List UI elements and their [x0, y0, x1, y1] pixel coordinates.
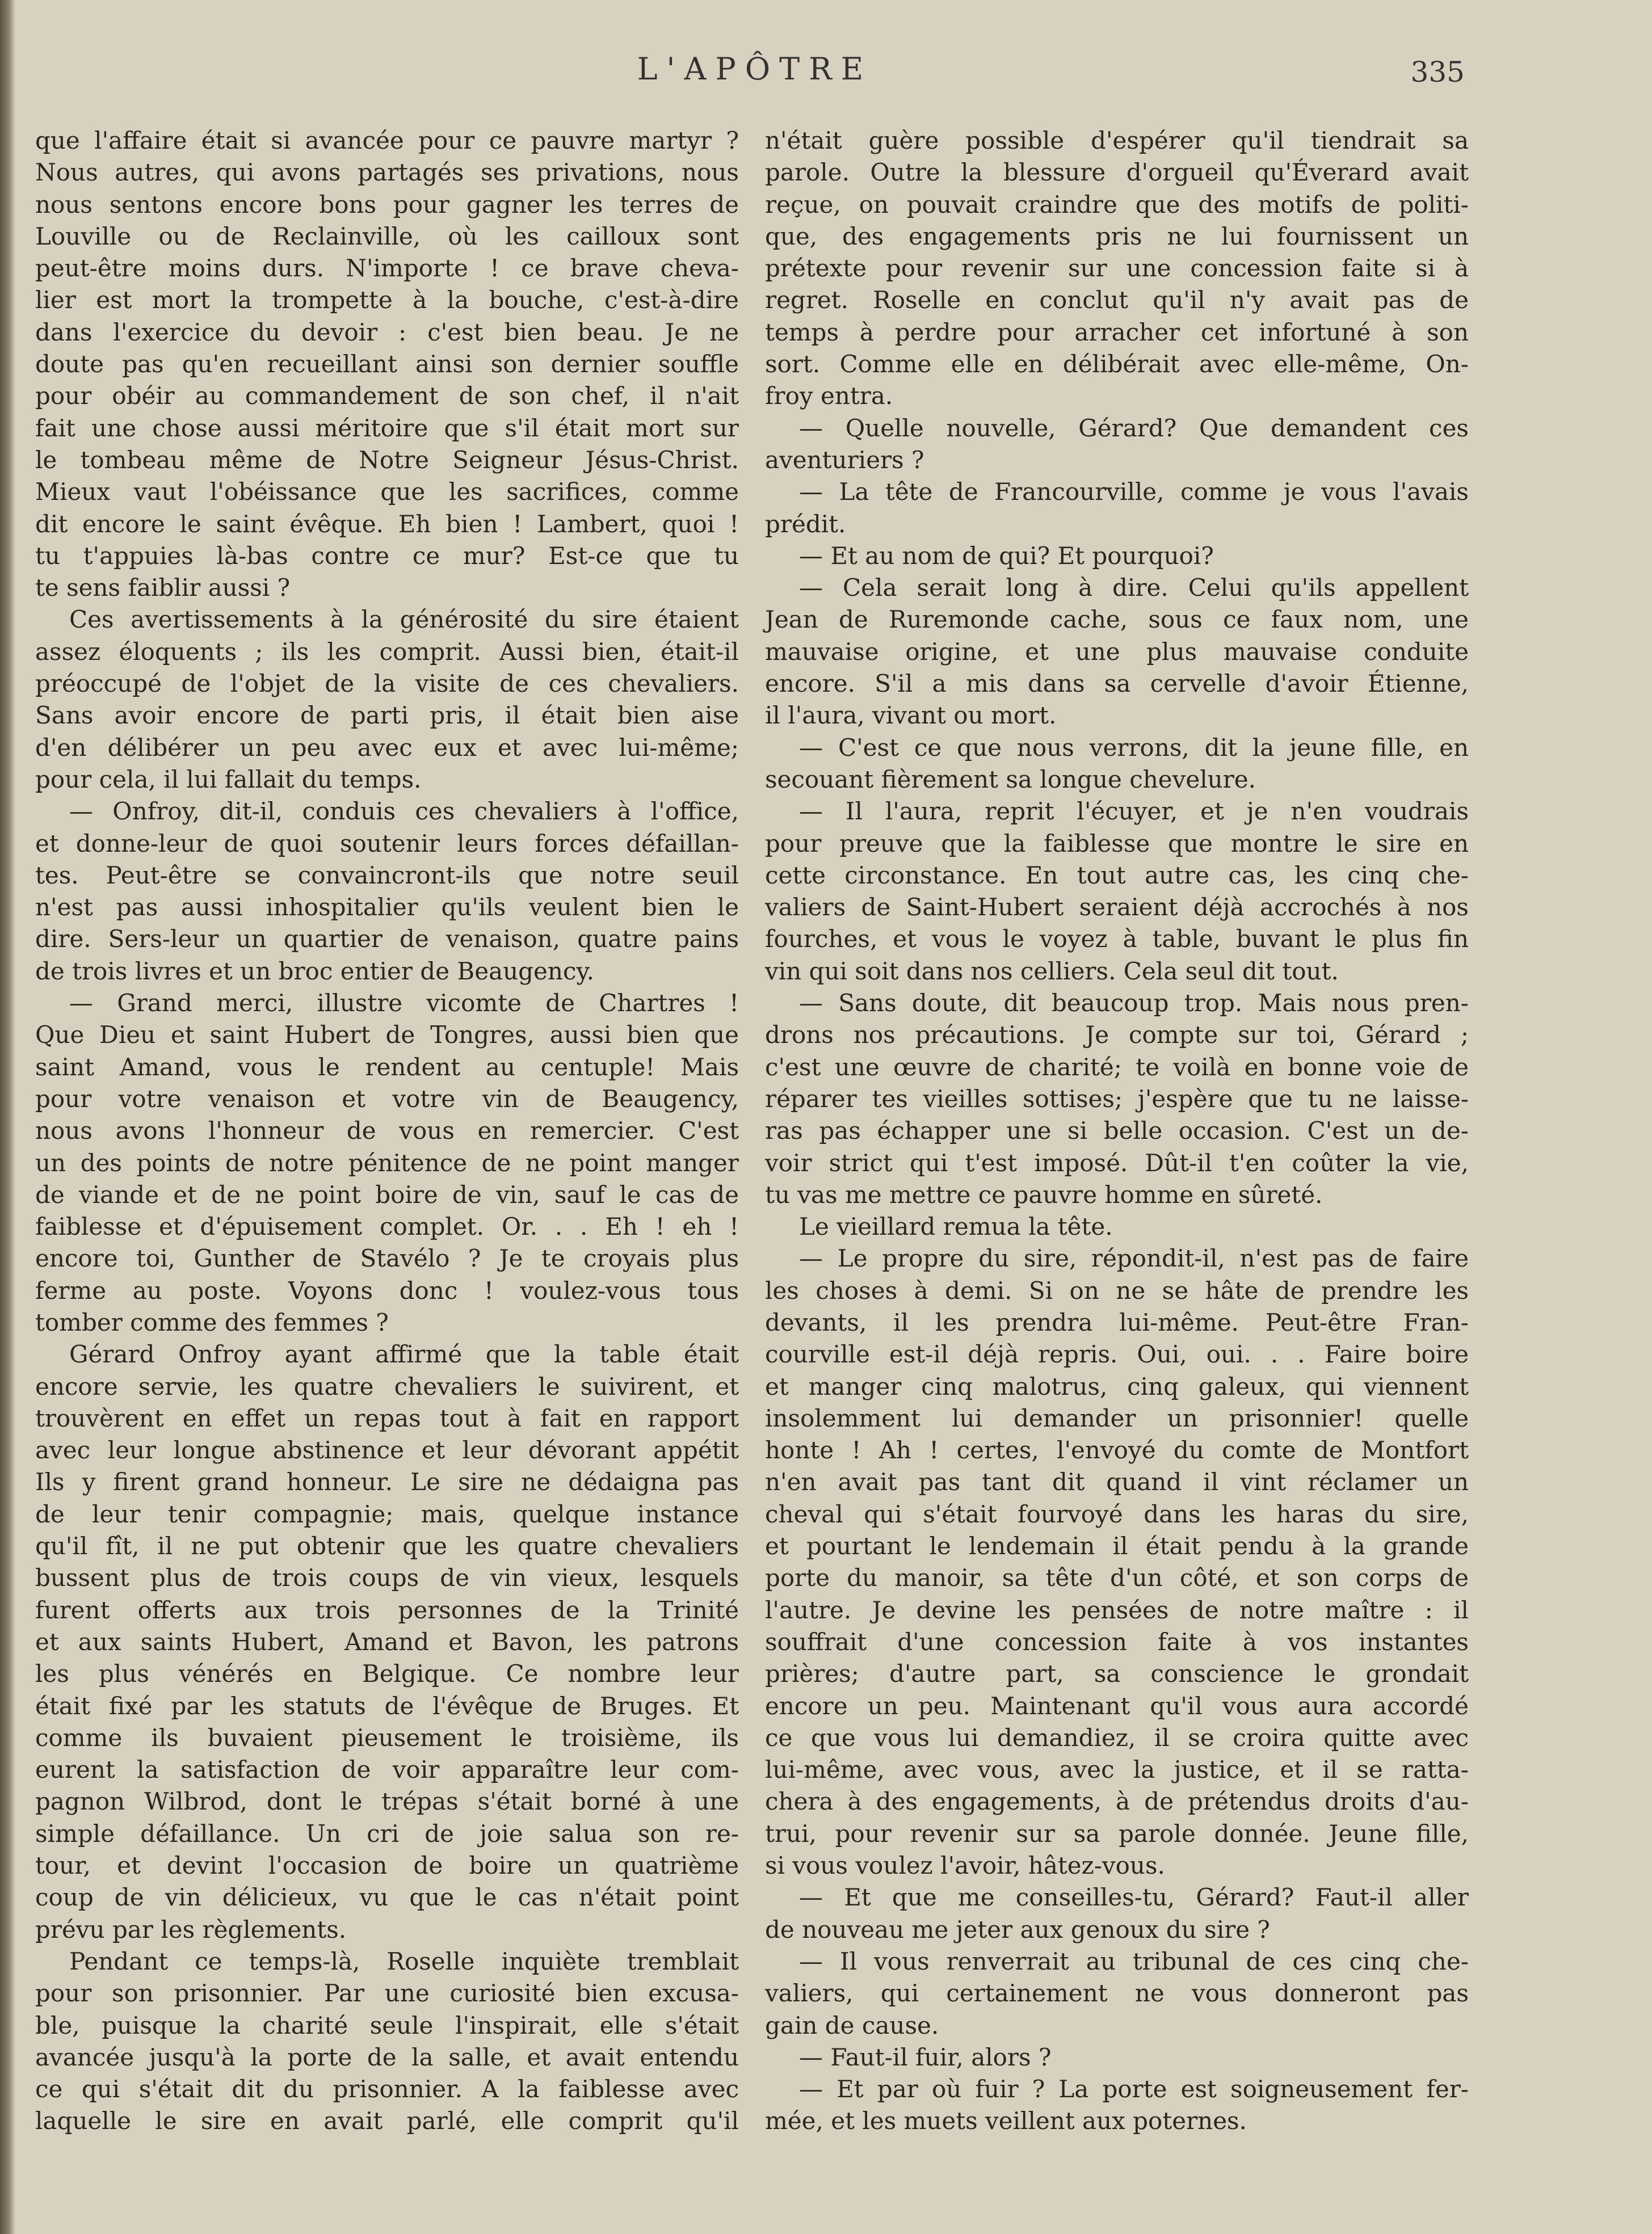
text-line: froy entra. — [765, 382, 893, 410]
text-line: et manger cinq malotrus, cinq galeux, qui viennent — [765, 1372, 1469, 1400]
text-line: aventuriers ? — [765, 445, 924, 474]
text-line: te sens faiblir aussi ? — [35, 574, 291, 602]
text-line: lui-même, avec vous, avec la justice, et il se ratta- — [765, 1756, 1469, 1784]
text-line: mée, et les muets veillent aux poternes. — [765, 2107, 1247, 2135]
text-line: encore toi, Gunther de Stavélo ? Je te croyais plus — [35, 1244, 739, 1273]
text-line: dit encore le saint évêque. Eh bien ! Lambert, quoi ! — [35, 510, 739, 538]
text-line: prières; d'autre part, sa conscience le grondait — [765, 1660, 1469, 1688]
text-line: furent offerts aux trois personnes de la Trinité — [35, 1596, 739, 1624]
text-line: devants, il les prendra lui-même. Peut-être Fran- — [765, 1308, 1469, 1336]
text-line: — Onfroy, dit-il, conduis ces chevaliers à l'office, — [69, 797, 739, 826]
text-line: peut-être moins durs. N'importe ! ce brave cheva- — [35, 254, 739, 283]
text-line: ce qui s'était dit du prisonnier. A la faiblesse avec — [35, 2075, 739, 2103]
text-line: tomber comme des femmes ? — [35, 1308, 389, 1336]
text-line: — Sans doute, dit beaucoup trop. Mais nous pren- — [799, 989, 1469, 1017]
text-line: que, des engagements pris ne lui fournissent un — [765, 222, 1469, 250]
text-line: gain de cause. — [765, 2011, 939, 2039]
text-line: Pendant ce temps-là, Roselle inquiète tremblait — [69, 1947, 739, 1975]
text-line: vin qui soit dans nos celliers. Cela seul dit tout. — [765, 957, 1339, 985]
text-line: réparer tes vieilles sottises; j'espère que tu ne laisse- — [765, 1084, 1469, 1113]
text-line: ble, puisque la charité seule l'inspirait, elle s'était — [35, 2011, 739, 2039]
text-line: regret. Roselle en conclut qu'il n'y avait pas de — [765, 286, 1469, 314]
text-line: encore un peu. Maintenant qu'il vous aura accordé — [765, 1692, 1469, 1720]
text-line: cette circonstance. En tout autre cas, les cinq che- — [765, 861, 1469, 889]
text-line: — La tête de Francourville, comme je vous l'avais — [799, 478, 1469, 506]
text-line: Louville ou de Reclainville, où les cailloux sont — [35, 222, 739, 250]
text-line: et pourtant le lendemain il était pendu à la grande — [765, 1532, 1469, 1560]
text-line: d'en délibérer un peu avec eux et avec lui-même; — [35, 733, 739, 762]
right-text-column — [765, 125, 1469, 2138]
text-line: dans l'exercice du devoir : c'est bien beau. Je ne — [35, 318, 739, 346]
text-line: trouvèrent en effet un repas tout à fait en rapport — [35, 1404, 739, 1432]
text-line: simple défaillance. Un cri de joie salua son re- — [35, 1819, 739, 1848]
text-line: — Et que me conseilles-tu, Gérard? Faut-il aller — [799, 1883, 1469, 1912]
text-line: sort. Comme elle en délibérait avec elle-même, On- — [765, 350, 1469, 378]
text-line: pour son prisonnier. Par une curiosité bien excusa- — [35, 1979, 739, 2008]
text-line: pour obéir au commandement de son chef, il n'ait — [35, 382, 739, 410]
text-line: n'était guère possible d'espérer qu'il tiendrait sa — [765, 127, 1469, 154]
text-line: eurent la satisfaction de voir apparaître leur com- — [35, 1756, 739, 1784]
text-line: trui, pour revenir sur sa parole donnée. Jeune fille, — [765, 1819, 1469, 1848]
text-line: — Cela serait long à dire. Celui qu'ils appellent — [799, 574, 1469, 602]
text-line: de leur tenir compagnie; mais, quelque instance — [35, 1500, 739, 1528]
text-line: temps à perdre pour arracher cet infortuné à son — [765, 318, 1469, 346]
text-line: Mieux vaut l'obéissance que les sacrifices, comme — [35, 478, 739, 506]
text-line: cheval qui s'était fourvoyé dans les haras du sire, — [765, 1500, 1469, 1528]
text-line: pagnon Wilbrod, dont le trépas s'était borné à une — [35, 1787, 739, 1816]
text-line: encore. S'il a mis dans sa cervelle d'avoir Étienne, — [765, 670, 1469, 698]
text-line: chera à des engagements, à de prétendus droits d'au- — [765, 1787, 1469, 1816]
text-line: le tombeau même de Notre Seigneur Jésus-Christ. — [35, 445, 739, 474]
left-text-column — [35, 125, 739, 2138]
text-line: — Il vous renverrait au tribunal de ces cinq che- — [799, 1947, 1469, 1975]
text-line: si vous voulez l'avoir, hâtez-vous. — [765, 1852, 1165, 1880]
text-line: assez éloquents ; ils les comprit. Aussi bien, était-il — [35, 637, 739, 666]
text-line: voir strict qui t'est imposé. Dût-il t'en coûter la vie, — [765, 1148, 1469, 1177]
text-line: nous avons l'honneur de vous en remercier. C'est — [35, 1117, 739, 1145]
text-line: avec leur longue abstinence et leur dévorant appétit — [35, 1436, 739, 1465]
text-line: pour votre venaison et votre vin de Beaugency, — [35, 1084, 739, 1113]
text-line: Ils y firent grand honneur. Le sire ne dédaigna pas — [35, 1468, 739, 1496]
text-line: tour, et devint l'occasion de boire un quatrième — [35, 1852, 739, 1880]
text-line: — Grand merci, illustre vicomte de Chartres ! — [69, 989, 739, 1017]
text-line: — Et par où fuir ? La porte est soigneusement fer- — [799, 2075, 1469, 2103]
text-line: valiers, qui certainement ne vous donneront pas — [765, 1979, 1469, 2008]
text-line: de trois livres et un broc entier de Beaugency. — [35, 957, 594, 985]
running-title: L'APÔTRE — [637, 51, 873, 87]
text-line: que l'affaire était si avancée pour ce pauvre martyr ? — [35, 127, 739, 154]
text-line: n'en avait pas tant dit quand il vint réclamer un — [765, 1468, 1469, 1496]
text-line: pour preuve que la faiblesse que montre le sire en — [765, 829, 1469, 857]
text-line: tu vas me mettre ce pauvre homme en sûreté. — [765, 1180, 1323, 1209]
text-line: mauvaise origine, et une plus mauvaise conduite — [765, 637, 1469, 666]
text-line: — Le propre du sire, répondit-il, n'est pas de faire — [799, 1244, 1469, 1273]
text-line: — Quelle nouvelle, Gérard? Que demandent ces — [799, 414, 1469, 442]
text-line: Le vieillard remua la tête. — [799, 1213, 1113, 1241]
text-line: courville est-il déjà repris. Oui, oui. . . Faire boire — [765, 1340, 1469, 1369]
text-line: — Il l'aura, reprit l'écuyer, et je n'en voudrais — [799, 797, 1469, 826]
text-line: il l'aura, vivant ou mort. — [765, 701, 1057, 730]
text-line: de nouveau me jeter aux genoux du sire ? — [765, 1915, 1270, 1943]
text-line: l'autre. Je devine les pensées de notre maître : il — [765, 1596, 1469, 1624]
text-line: lier est mort la trompette à la bouche, c'est-à-dire — [35, 286, 739, 314]
text-line: — Et au nom de qui? Et pourquoi? — [799, 541, 1214, 570]
text-line: préoccupé de l'objet de la visite de ces chevaliers. — [35, 670, 739, 698]
text-line: était fixé par les statuts de l'évêque de Bruges. Et — [35, 1692, 739, 1720]
text-line: faiblesse et d'épuisement complet. Or. . . Eh ! eh ! — [35, 1213, 739, 1241]
text-line: Gérard Onfroy ayant affirmé que la table était — [69, 1340, 739, 1369]
book-spine-shadow — [0, 0, 15, 2234]
text-line: fourches, et vous le voyez à table, buvant le plus fin — [765, 925, 1469, 953]
text-line: doute pas qu'en recueillant ainsi son dernier souffle — [35, 350, 739, 378]
text-line: valiers de Saint-Hubert seraient déjà accrochés à nos — [765, 893, 1469, 922]
text-line: nous sentons encore bons pour gagner les terres de — [35, 190, 739, 218]
text-line: ferme au poste. Voyons donc ! voulez-vous tous — [35, 1276, 739, 1305]
text-line: parole. Outre la blessure d'orgueil qu'Éverard avait — [765, 158, 1469, 187]
text-line: avancée jusqu'à la porte de la salle, et avait entendu — [35, 2043, 739, 2071]
text-line: prétexte pour revenir sur une concession faite si à — [765, 254, 1469, 283]
text-line: prédit. — [765, 510, 846, 538]
text-line: dire. Sers-leur un quartier de venaison, quatre pains — [35, 925, 739, 953]
text-line: Sans avoir encore de parti pris, il était bien aise — [35, 701, 739, 730]
text-line: reçue, on pouvait craindre que des motifs de politi- — [765, 190, 1469, 218]
text-line: et aux saints Hubert, Amand et Bavon, les patrons — [35, 1627, 739, 1656]
text-line: drons nos précautions. Je compte sur toi, Gérard ; — [765, 1021, 1469, 1049]
text-line: — Faut-il fuir, alors ? — [799, 2043, 1052, 2071]
text-line: Nous autres, qui avons partagés ses privations, nous — [35, 158, 739, 187]
text-line: les choses à demi. Si on ne se hâte de prendre les — [765, 1276, 1469, 1305]
text-line: insolemment lui demander un prisonnier! quelle — [765, 1404, 1469, 1432]
text-line: prévu par les règlements. — [35, 1915, 347, 1943]
text-line: porte du manoir, sa tête d'un côté, et son corps de — [765, 1564, 1469, 1592]
text-line: les plus vénérés en Belgique. Ce nombre leur — [35, 1660, 739, 1688]
text-line: encore servie, les quatre chevaliers le suivirent, et — [35, 1372, 739, 1400]
text-line: tu t'appuies là-bas contre ce mur? Est-ce que tu — [35, 541, 739, 570]
text-line: bussent plus de trois coups de vin vieux, lesquels — [35, 1564, 739, 1592]
text-line: laquelle le sire en avait parlé, elle comprit qu'il — [35, 2107, 739, 2135]
text-line: honte ! Ah ! certes, l'envoyé du comte de Montfort — [765, 1436, 1469, 1465]
text-line: pour cela, il lui fallait du temps. — [35, 765, 422, 793]
text-line: ce que vous lui demandiez, il se croira quitte avec — [765, 1723, 1469, 1752]
page-number: 335 — [1410, 56, 1465, 89]
text-line: souffrait d'une concession faite à vos instantes — [765, 1627, 1469, 1656]
text-line: saint Amand, vous le rendent au centuple! Mais — [35, 1053, 739, 1081]
text-line: c'est une œuvre de charité; te voilà en bonne voie de — [765, 1053, 1469, 1081]
text-line: secouant fièrement sa longue chevelure. — [765, 765, 1256, 793]
text-line: ras pas échapper une si belle occasion. C'est un de- — [765, 1117, 1469, 1145]
text-line: Jean de Ruremonde cache, sous ce faux nom, une — [765, 605, 1469, 634]
text-line: tes. Peut-être se convaincront-ils que notre seuil — [35, 861, 739, 889]
text-line: Que Dieu et saint Hubert de Tongres, aussi bien que — [35, 1021, 739, 1049]
text-line: comme ils buvaient pieusement le troisième, ils — [35, 1723, 739, 1752]
text-line: qu'il fît, il ne put obtenir que les quatre chevaliers — [35, 1532, 739, 1560]
text-line: fait une chose aussi méritoire que s'il était mort sur — [35, 414, 739, 442]
text-line: un des points de notre pénitence de ne point manger — [35, 1148, 739, 1177]
text-line: Ces avertissements à la générosité du sire étaient — [69, 605, 739, 634]
text-line: — C'est ce que nous verrons, dit la jeune fille, en — [799, 733, 1469, 762]
text-line: de viande et de ne point boire de vin, sauf le cas de — [35, 1180, 739, 1209]
text-line: n'est pas aussi inhospitalier qu'ils veulent bien le — [35, 893, 739, 922]
text-line: coup de vin délicieux, vu que le cas n'était point — [35, 1883, 739, 1912]
text-line: et donne-leur de quoi soutenir leurs forces défaillan- — [35, 829, 739, 857]
